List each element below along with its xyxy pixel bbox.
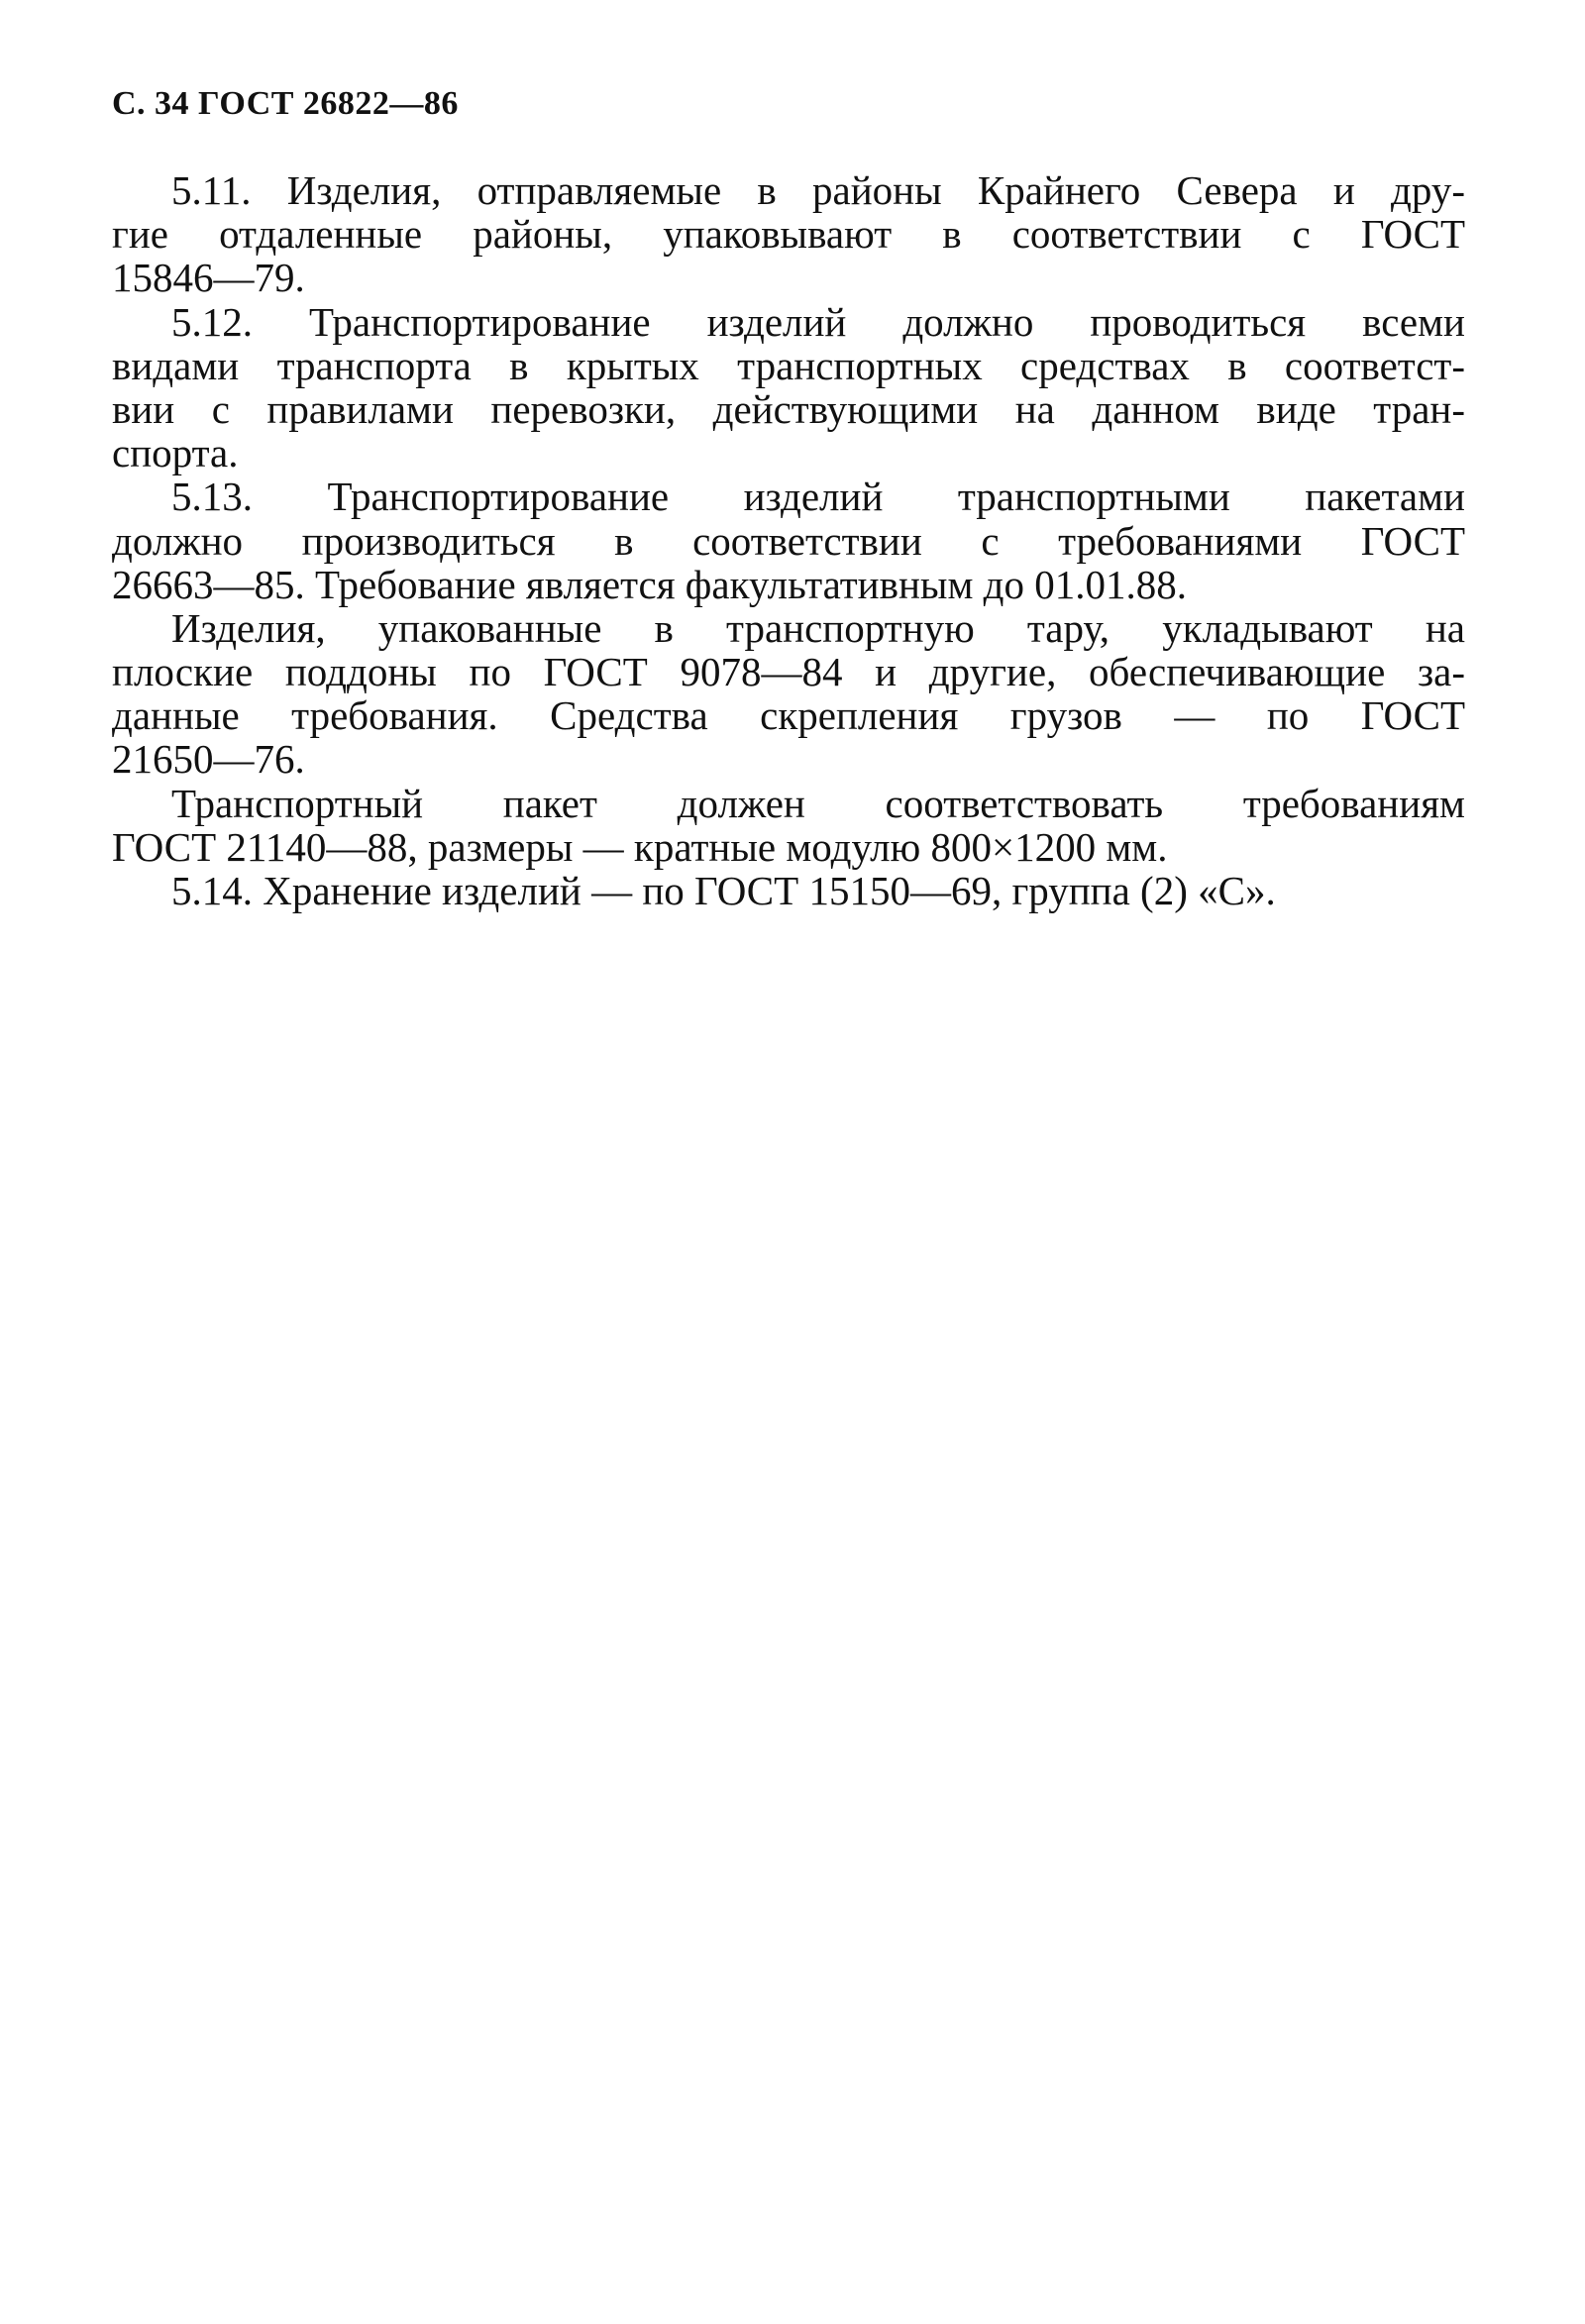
- text-line: 5.13. Транспортирование изделий транспортными пакетами: [171, 474, 1465, 520]
- text-line: 15846—79.: [112, 255, 305, 301]
- text-line: ГОСТ 21140—88, размеры — кратные модулю 800×1200 мм.: [112, 823, 1168, 870]
- text-line: гие отдаленные районы, упаковывают в соответствии с ГОСТ: [112, 211, 1465, 258]
- text-line: должно производиться в соответствии с требованиями ГОСТ: [112, 517, 1465, 564]
- text-line: вии с правилами перевозки, действующими на данном виде тран-: [112, 385, 1465, 432]
- text-line: Транспортный пакет должен соответствовать требованиям: [171, 780, 1465, 826]
- text-line: 5.14. Хранение изделий — по ГОСТ 15150—69, группа (2) «С».: [171, 868, 1276, 913]
- text-line: 21650—76.: [112, 736, 305, 783]
- text-line: данные требования. Средства скрепления грузов — по ГОСТ: [112, 692, 1465, 739]
- text-line: Изделия, упакованные в транспортную тару, укладывают на: [171, 604, 1465, 651]
- text-line: 5.12. Транспортирование изделий должно проводиться всеми: [171, 298, 1465, 345]
- text-line: спорта.: [112, 430, 239, 476]
- body-text: [112, 168, 1465, 912]
- text-line: 26663—85. Требование является факультативным до 01.01.88.: [112, 561, 1188, 607]
- page-header: С. 34 ГОСТ 26822—86: [112, 85, 459, 122]
- text-line: видами транспорта в крытых транспортных средствах в соответст-: [112, 342, 1465, 388]
- text-line: 5.11. Изделия, отправляемые в районы Крайнего Севера и дру-: [171, 167, 1465, 213]
- text-line: плоские поддоны по ГОСТ 9078—84 и другие, обеспечивающие за-: [112, 649, 1465, 695]
